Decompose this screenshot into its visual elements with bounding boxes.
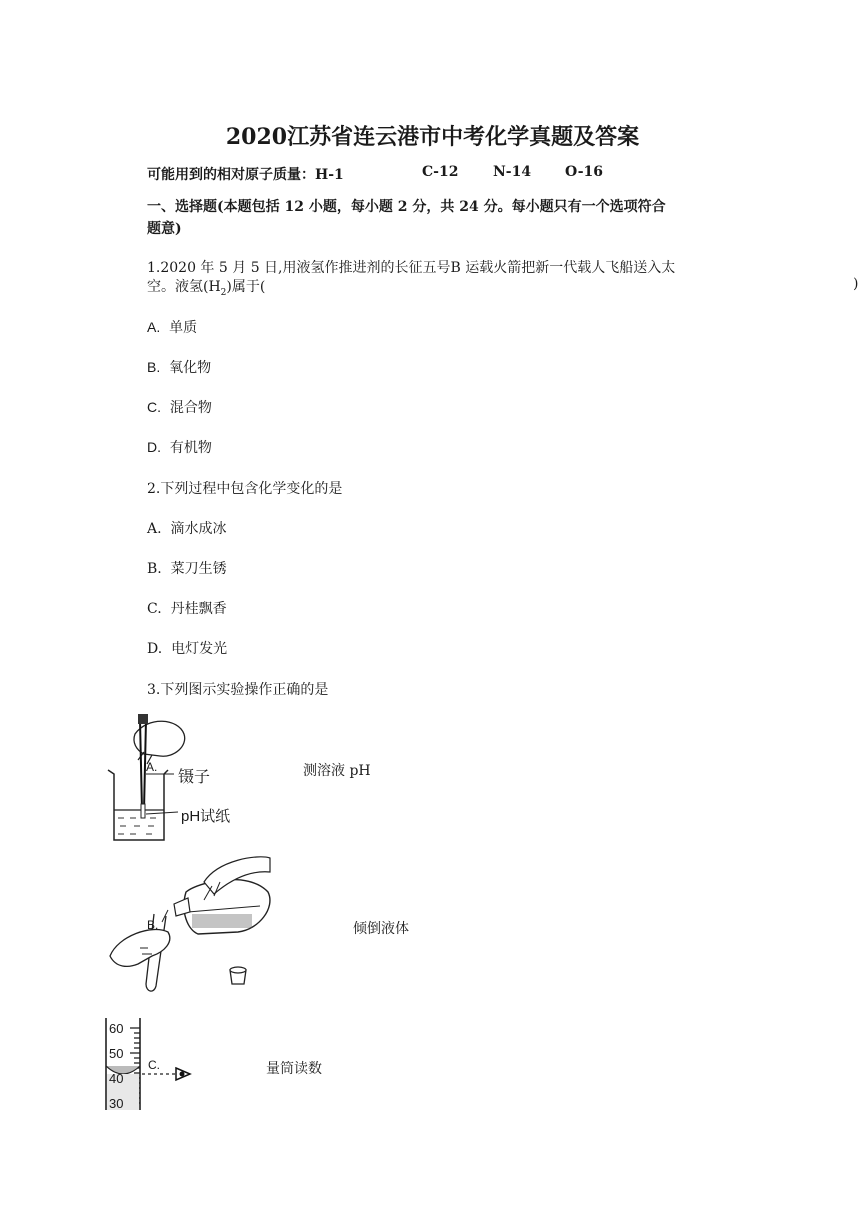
- q2-option-d: D. 电灯发光: [147, 641, 228, 657]
- figure-c-tick-30: 30: [109, 1096, 124, 1111]
- q2-option-a: A. 滴水成冰: [147, 521, 227, 537]
- figure-a-caption: 测溶液 pH: [303, 763, 371, 779]
- q1-option-b: B. 氧化物: [147, 359, 212, 376]
- figure-c-tick-50: 50: [109, 1046, 124, 1061]
- figure-a-tweezers-label: 镊子: [178, 769, 211, 786]
- q3-stem: 3.下列图示实验操作正确的是: [147, 682, 329, 698]
- section-heading-line1: 一、选择题(本题包括 12 小题，每小题 2 分，共 24 分。每小题只有一个选项符合: [147, 199, 666, 215]
- atomic-mass-n: N-14: [493, 164, 532, 180]
- section-heading-line2: 题意): [147, 221, 182, 237]
- figure-c-letter: C.: [148, 1058, 160, 1072]
- h2-subscript: 2: [220, 287, 227, 298]
- atomic-mass-label: 可能用到的相对原子质量：H-1: [147, 167, 344, 183]
- q1-option-a: A. 单质: [147, 319, 198, 336]
- atomic-mass-o: O-16: [565, 164, 604, 180]
- q1-stem-line2: 空。液氢$(H_2)$属于(: [147, 279, 266, 298]
- q2-stem: 2.下列过程中包含化学变化的是: [147, 481, 343, 497]
- q2-option-b: B. 菜刀生锈: [147, 561, 227, 577]
- figure-c-caption: 量筒读数: [266, 1061, 322, 1077]
- q1-close-paren: ): [853, 276, 859, 292]
- figure-c-tick-60: 60: [109, 1021, 124, 1036]
- figure-a-ph-test: [100, 712, 240, 847]
- q1-stem-line1: 1.2020 年 5 月 5 日,用液氢作推进剂的长征五号B 运载火箭把新一代载人飞船送入太: [147, 260, 676, 276]
- figure-a-letter: A.: [146, 760, 158, 774]
- figure-c-tick-40: 40: [109, 1071, 124, 1086]
- q1-option-c: C. 混合物: [147, 399, 212, 416]
- figure-b-caption: 倾倒液体: [353, 921, 409, 937]
- figure-a-paper-label: pH试纸: [181, 808, 231, 825]
- figure-b-pouring: [108, 852, 278, 997]
- page-title: 2020江苏省连云港市中考化学真题及答案: [225, 124, 640, 150]
- q1-option-d: D. 有机物: [147, 439, 212, 456]
- figure-b-letter: B.: [147, 918, 159, 932]
- q2-option-c: C. 丹桂飘香: [147, 601, 227, 617]
- atomic-mass-c: C-12: [422, 164, 459, 180]
